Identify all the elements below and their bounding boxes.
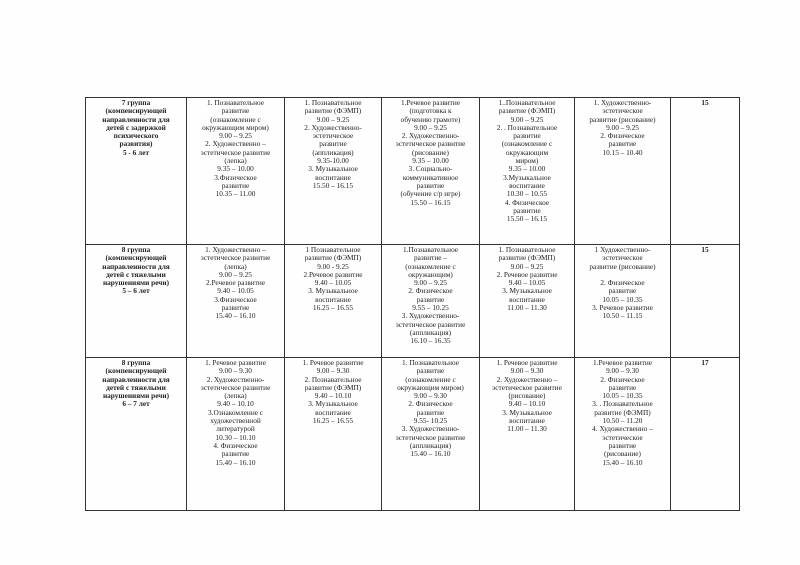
group-name-cell: 8 группа (компенсирующей направленности для детей с тяжелыми нарушениями речи) 5 – 6 лет — [86, 245, 187, 358]
day-cell-4: 1..Познавательное развитие (ФЭМП) 9.00 – 9.25 2. . Познавательное развитие (ознакомление с окружающим миром) 9.35 – 10.00 3.Музыкальное воспитание 10.30 – 10.55 4. Физическое развитие 15.50 – 16.15 — [480, 98, 575, 245]
table-row — [86, 245, 740, 358]
day-cell-1: 1. Познавательное развитие (ознакомление с окружающим миром) 9.00 – 9.25 2. Художественно – эстетическое развитие (лепка) 9.35 – 10.00 3.Физическое развитие 10.35 – 11.00 — [187, 98, 285, 245]
day-cell-1: 1. Художественно – эстетическое развитие (лепка) 9.00 – 9.25 2.Речевое развитие 9.40 – 10.05 3.Физическое развитие 15.40 – 16.10 — [187, 245, 285, 358]
day-cell-3: 1.Речевое развитие (подготовка к обучению грамоте) 9.00 – 9.25 2. Художественно- эстетическое развитие (рисование) 9.35 – 10.00 3. Социально- коммуникативное развитие (обучение с/р игре) 15.50 – 16.15 — [382, 98, 480, 245]
day-cell-2: 1 Познавательное развитие (ФЭМП) 9.00 - 9.25 2.Речевое развитие 9.40 – 10.05 3. Музыкальное воспитание 16.25 – 16.55 — [285, 245, 382, 358]
day-cell-5: 1 Художественно- эстетическое развитие (рисование) 2. Физическое развитие 10.05 – 10.35 3. Речевое развитие 10.50 – 11.15 — [575, 245, 671, 358]
day-cell-1: 1. Речевое развитие 9.00 – 9.30 2. Художественно- эстетическое развитие (лепка) 9.40 – 10.10 3.Ознакомление с художественной литературой 10.30 – 10.10 4. Физическое развитие 15.40 – 16.10 — [187, 358, 285, 511]
day-cell-4: 1. Речевое развитие 9.00 – 9.30 2. Художественно – эстетическое развитие (рисование) 9.40 – 10.10 3. Музыкальное воспитание 11.00 – 11.30 — [480, 358, 575, 511]
day-cell-5: 1.Речевое развитие 9.00 – 9.30 2. Физическое развитие 10.05 – 10.35 3. . Познавательное развитие (ФЭМП) 10.50 – 11.20 4. Художественно – эстетическое развитие (рисование) 15.40 – 16.10 — [575, 358, 671, 511]
schedule-table — [85, 97, 740, 511]
day-cell-5: 1. Художественно- эстетическое развитие (рисование) 9.00 – 9.25 2. Физическое развитие 10.15 – 10.40 — [575, 98, 671, 245]
day-cell-2: 1. Познавательное развитие (ФЭМП) 9.00 – 9.25 2. Художественно- эстетическое развитие (аппликация) 9.35-10.00 3. Музыкальное воспитание 15.50 – 16.15 — [285, 98, 382, 245]
day-cell-3: 1. Познавательное развитие (ознакомление с окружающим миром) 9.00 – 9.30 2. Физическое развитие 9.55- 10.25 3. Художественно- эстетическое развитие (аппликация) 15.40 – 16.10 — [382, 358, 480, 511]
group-name-cell: 8 группа (компенсирующей направленности для детей с тяжелыми нарушениями речи) 6 – 7 лет — [86, 358, 187, 511]
group-name-cell: 7 группа (компенсирующей направленности для детей с задержкой психического развития) 5 - 6 лет — [86, 98, 187, 245]
total-cell: 15 — [671, 245, 740, 358]
table-row — [86, 98, 740, 245]
total-cell: 15 — [671, 98, 740, 245]
day-cell-2: 1. Речевое развитие 9.00 – 9.30 2. Познавательное развитие (ФЭМП) 9.40 – 10.10 3. Музыкальное воспитание 16.25 – 16.55 — [285, 358, 382, 511]
table-row — [86, 358, 740, 511]
total-cell: 17 — [671, 358, 740, 511]
day-cell-3: 1.Познавательное развитие – (ознакомление с окружающим) 9.00 – 9.25 2. Физическое развитие 9.55 – 10.25 3. Художественно- эстетическое развитие (аппликация) 16.10 – 16.35 — [382, 245, 480, 358]
day-cell-4: 1. Познавательное развитие (ФЭМП) 9.00 – 9.25 2. Речевое развитие 9.40 – 10.05 3. Музыкальное воспитание 11.00 – 11.30 — [480, 245, 575, 358]
